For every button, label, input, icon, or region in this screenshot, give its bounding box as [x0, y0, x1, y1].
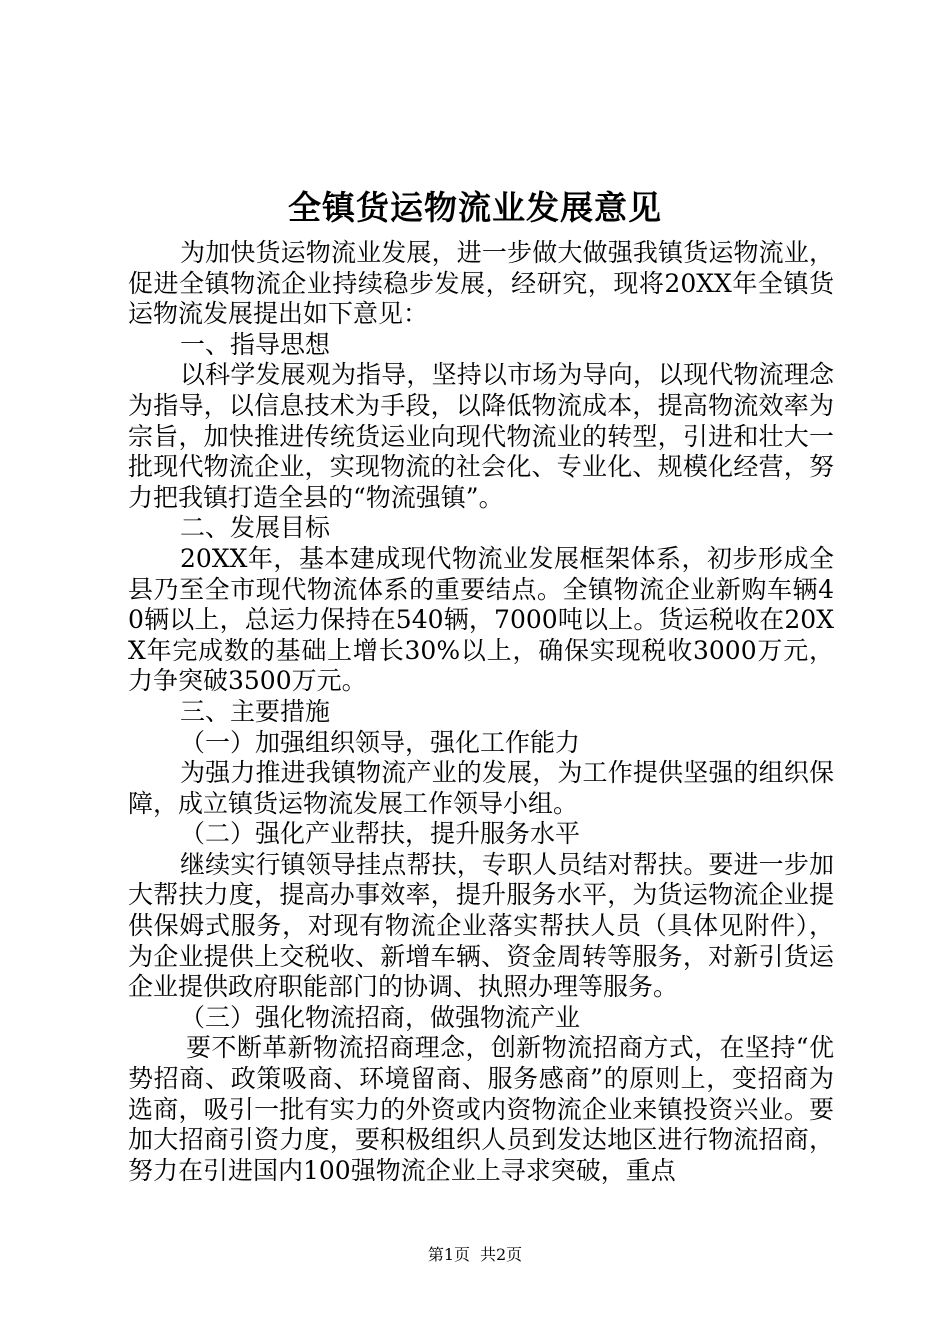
document-title: 全镇货运物流业发展意见 — [288, 188, 662, 227]
organization-paragraph: 为强力推进我镇物流产业的发展，为工作提供坚强的组织保障，成立镇货运物流发展工作领导小组。 — [128, 758, 834, 818]
subsection-heading-industry-support: （二）强化产业帮扶，提升服务水平 — [180, 819, 581, 849]
industry-support-paragraph: 继续实行镇领导挂点帮扶，专职人员结对帮扶。要进一步加大帮扶力度，提高办事效率，提升服务水平，为货运物流企业提供保姆式服务，对现有物流企业落实帮扶人员（具体见附件），为企业提供上交税收、新增车辆、资金周转等服务，对新引货运企业提供政府职能部门的协调、执照办理等服务。 — [128, 849, 834, 1002]
page-number: 第1页 — [427, 1245, 470, 1264]
page-total: 共2页 — [480, 1245, 523, 1264]
page-footer — [0, 1245, 950, 1265]
section-heading-main-measures: 三、主要措施 — [180, 696, 331, 726]
subsection-heading-organization: （一）加强组织领导，强化工作能力 — [180, 727, 581, 757]
investment-paragraph: 要不断革新物流招商理念，创新物流招商方式，在坚持“优势招商、政策吸商、环境留商、服务感商”的原则上，变招商为选商，吸引一批有实力的外资或内资物流企业来镇投资兴业。要加大招商引资力度，要积极组织人员到发达地区进行物流招商，努力在引进国内100强物流企业上寻求突破，重点 — [128, 1033, 834, 1185]
section-heading-development-goals: 二、发展目标 — [180, 513, 331, 543]
section-heading-guiding-ideology: 一、指导思想 — [180, 329, 331, 359]
intro-paragraph: 为加快货运物流业发展，进一步做大做强我镇货运物流业，促进全镇物流企业持续稳步发展，经研究，现将20XX年全镇货运物流发展提出如下意见： — [128, 238, 834, 329]
guiding-ideology-paragraph: 以科学发展观为指导，坚持以市场为导向，以现代物流理念为指导，以信息技术为手段，以降低物流成本，提高物流效率为宗旨，加快推进传统货运业向现代物流业的转型，引进和壮大一批现代物流企业，实现物流的社会化、专业化、规模化经营，努力把我镇打造全县的“物流强镇”。 — [128, 360, 834, 512]
development-goals-paragraph: 20XX年，基本建成现代物流业发展框架体系，初步形成全县乃至全市现代物流体系的重要结点。全镇物流企业新购车辆40辆以上，总运力保持在540辆，7000吨以上。货运税收在20XX年完成数的基础上增长30%以上，确保实现税收3000万元，力争突破3500万元。 — [128, 543, 834, 696]
subsection-heading-investment: （三）强化物流招商，做强物流产业 — [180, 1002, 581, 1032]
document-body — [128, 238, 834, 1186]
